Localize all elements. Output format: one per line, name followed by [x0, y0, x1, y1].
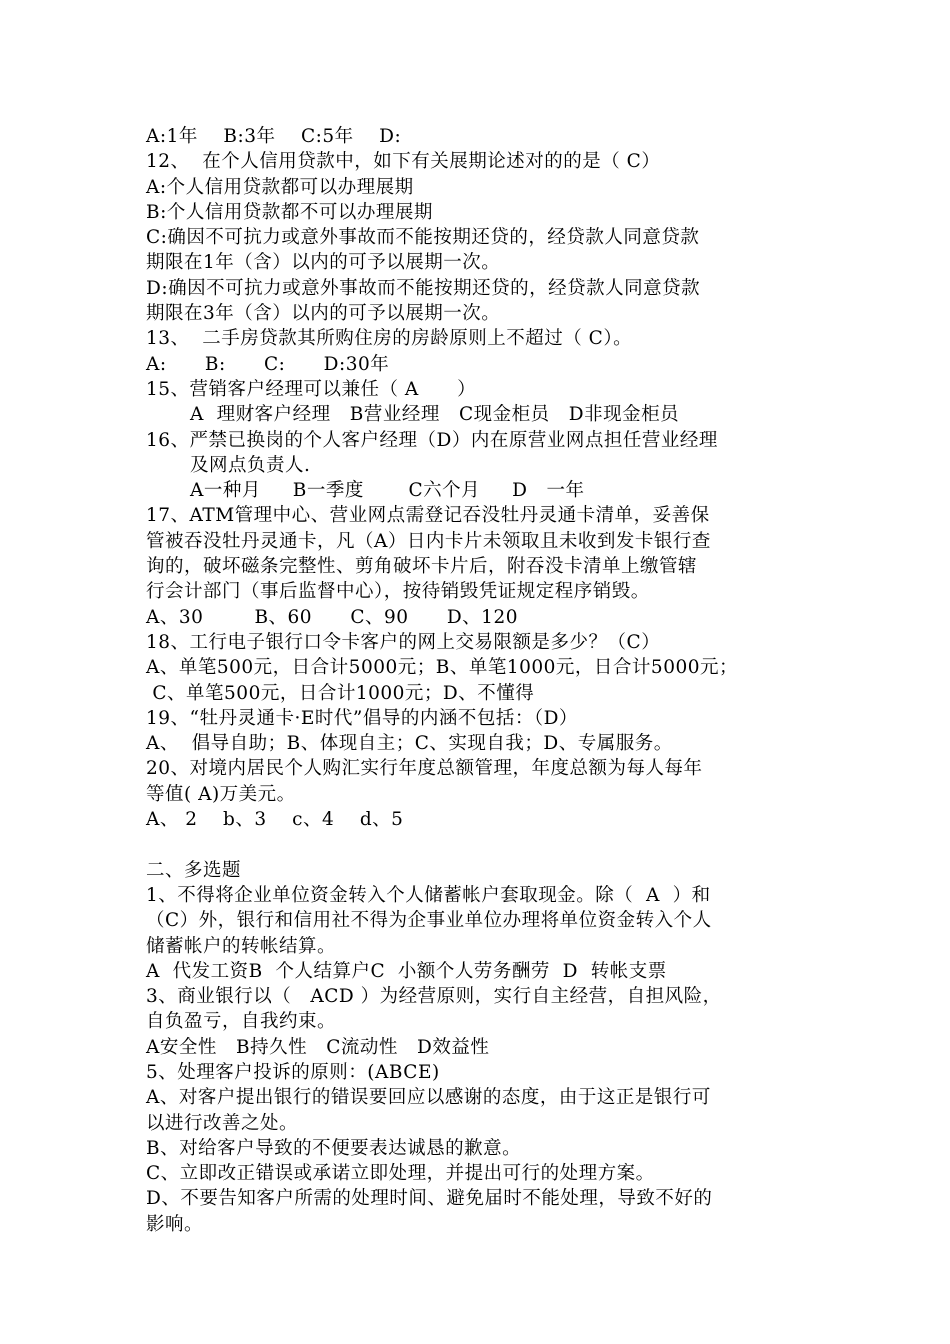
option-line: 影响。	[146, 1213, 204, 1235]
option-line: 期限在1年（含）以内的可予以展期一次。	[146, 252, 501, 274]
option-line: A、 2 b、3 c、4 d、5	[146, 809, 404, 831]
text-line: 管被吞没牡丹灵通卡，凡（A）日内卡片未领取且未收到发卡银行查	[146, 530, 711, 552]
multi-question-3: 3、商业银行以（ ACD ）为经营原则，实行自主经营，自担风险，	[146, 986, 722, 1008]
option-line: A、单笔500元，日合计5000元；B、单笔1000元，日合计5000元；	[146, 657, 739, 679]
option-line: A、30 B、60 C、90 D、120	[146, 606, 518, 628]
option-line: A、对客户提出银行的错误要回应以感谢的态度，由于这正是银行可	[146, 1087, 711, 1109]
document-body	[146, 124, 826, 1237]
question-15: 15、营销客户经理可以兼任（ A ）	[146, 378, 477, 400]
section-heading: 二、多选题	[146, 859, 242, 881]
text-line: 储蓄帐户的转帐结算。	[146, 935, 337, 957]
option-line: D:确因不可抗力或意外事故而不能按期还贷的，经贷款人同意贷款	[146, 277, 701, 299]
multi-question-1: 1、不得将企业单位资金转入个人储蓄帐户套取现金。除（ A ）和	[146, 884, 711, 906]
blank-line	[146, 832, 826, 857]
text-line: 及网点负责人.	[190, 454, 311, 476]
text-line: 行会计部门（事后监督中心），按待销毁凭证规定程序销毁。	[146, 581, 650, 603]
question-19: 19、“牡丹灵通卡·E时代”倡导的内涵不包括：（D）	[146, 707, 578, 729]
question-18: 18、工行电子银行口令卡客户的网上交易限额是多少？（C）	[146, 631, 661, 653]
text-line: 自负盈亏，自我约束。	[146, 1011, 337, 1033]
question-17: 17、ATM管理中心、营业网点需登记吞没牡丹灵通卡清单，妥善保	[146, 505, 710, 527]
option-line: C:确因不可抗力或意外事故而不能按期还贷的，经贷款人同意贷款	[146, 227, 700, 249]
text-line: A:1年 B:3年 C:5年 D:	[146, 126, 402, 147]
option-line: A安全性 B持久性 C流动性 D效益性	[146, 1036, 490, 1058]
option-line: A一种月 B一季度 C六个月 D 一年	[190, 480, 585, 502]
option-line: C、立即改正错误或承诺立即处理，并提出可行的处理方案。	[146, 1163, 655, 1185]
text-line: （C）外，银行和信用社不得为企事业单位办理将单位资金转入个人	[146, 910, 712, 932]
option-line: B:个人信用贷款都不可以办理展期	[146, 201, 433, 223]
option-line: 期限在3年（含）以内的可予以展期一次。	[146, 303, 501, 325]
option-line: A:个人信用贷款都可以办理展期	[146, 176, 414, 198]
question-16: 16、严禁已换岗的个人客户经理（D）内在原营业网点担任营业经理	[146, 429, 718, 451]
question-12: 12、 在个人信用贷款中，如下有关展期论述对的的是（ C）	[146, 151, 661, 173]
option-line: C、单笔500元，日合计1000元；D、不懂得	[146, 682, 535, 704]
option-line: A 理财客户经理 B营业经理 C现金柜员 D非现金柜员	[190, 404, 680, 426]
question-13: 13、 二手房贷款其所购住房的房龄原则上不超过（ C）。	[146, 328, 633, 350]
text-line: 询的，破坏磁条完整性、剪角破坏卡片后，附吞没卡清单上缴管辖	[146, 556, 698, 578]
option-line: A、 倡导自助；B、体现自主；C、实现自我；D、专属服务。	[146, 733, 673, 755]
question-20: 20、对境内居民个人购汇实行年度总额管理，年度总额为每人每年	[146, 758, 703, 780]
option-line: A 代发工资B 个人结算户C 小额个人劳务酬劳 D 转帐支票	[146, 960, 667, 982]
text-line: 等值( A)万美元。	[146, 783, 296, 805]
option-line: D、不要告知客户所需的处理时间、避免届时不能处理，导致不好的	[146, 1188, 713, 1210]
multi-question-5: 5、处理客户投诉的原则：(ABCE)	[146, 1061, 440, 1083]
option-line: B、对给客户导致的不便要表达诚恳的歉意。	[146, 1137, 522, 1159]
option-line: A: B: C: D:30年	[146, 353, 390, 375]
option-line: 以进行改善之处。	[146, 1112, 299, 1134]
